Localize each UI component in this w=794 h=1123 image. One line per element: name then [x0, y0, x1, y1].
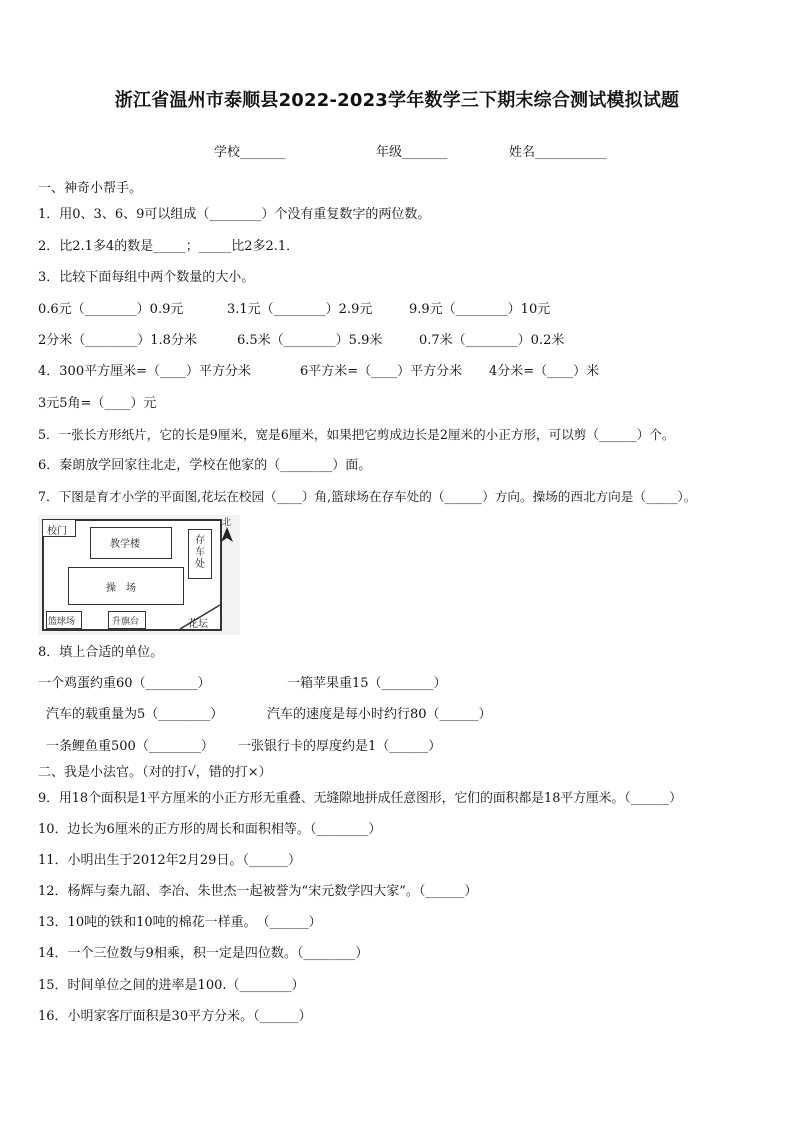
section-1-heading: 一、神奇小帮手。 — [38, 181, 143, 196]
q4-item: 6平方米=（____）平方分米 — [300, 364, 463, 379]
question-5: 5．一张长方形纸片，它的长是9厘米，宽是6厘米，如果把它剪成边长是2厘米的小正方形，可以剪（______）个。 — [38, 427, 675, 442]
garden-label: 花坛 — [188, 619, 208, 630]
question-9: 9．用18个面积是1平方厘米的小正方形无重叠、无缝隙地拼成任意图形，它们的面积都是18平方厘米。（______） — [38, 791, 682, 806]
q3-item: 9.9元（________）10元 — [409, 302, 551, 317]
q3-item: 3.1元（________）2.9元 — [227, 302, 373, 317]
gate-label: 校门 — [47, 526, 67, 537]
question-15: 15．时间单位之间的进率是100.（________） — [38, 978, 305, 993]
page-title: 浙江省温州市泰顺县2022-2023学年数学三下期末综合测试模拟试题 — [114, 90, 680, 111]
question-6: 6．秦朗放学回家往北走，学校在他家的（________）面。 — [38, 458, 372, 473]
question-3: 3．比较下面每组中两个数量的大小。 — [38, 270, 255, 285]
q8-item: 一箱苹果重15（________） — [287, 676, 447, 691]
north-arrow-icon — [220, 526, 234, 544]
section-2-heading: 二、我是小法官。（对的打√，错的打×） — [38, 765, 272, 780]
question-16: 16．小明家客厅面积是30平方分米。（______） — [38, 1009, 312, 1024]
question-14: 14．一个三位数与9相乘，积一定是四位数。（________） — [38, 946, 369, 961]
parking-label: 存车处 — [195, 535, 205, 570]
question-8: 8．填上合适的单位。 — [38, 645, 164, 660]
question-7: 7．下图是育才小学的平面图,花坛在校园（____）角,篮球场在存车处的（______）方向。操场的西北方向是（_____）。 — [38, 489, 697, 504]
grade-field: 年级_______ — [376, 145, 448, 160]
q3-item: 6.5米（________）5.9米 — [237, 333, 383, 348]
question-13: 13．10吨的铁和10吨的棉花一样重。 （______） — [38, 915, 322, 930]
q8-item: 一张银行卡的厚度约是1（______） — [238, 739, 442, 754]
q8-item: 一个鸡蛋约重60（________） — [38, 676, 211, 691]
q4-item: 4分米=（____）米 — [489, 364, 600, 379]
school-field: 学校_______ — [214, 145, 286, 160]
question-10: 10．边长为6厘米的正方形的周长和面积相等。（________） — [38, 822, 382, 837]
q8-item: 汽车的载重量为5（________） — [46, 707, 224, 722]
question-2: 2．比2.1多4的数是_____；_____比2多2.1． — [38, 239, 300, 254]
question-11: 11．小明出生于2012年2月29日。（______） — [38, 853, 301, 868]
q3-item: 0.6元（________）0.9元 — [38, 302, 184, 317]
question-1: 1．用0、3、6、9可以组成（________）个没有重复数字的两位数。 — [38, 207, 431, 222]
field-label: 操 场 — [106, 583, 136, 594]
flag-label: 升旗台 — [112, 617, 140, 627]
name-field: 姓名___________ — [509, 145, 607, 160]
teaching-building-label: 教学楼 — [110, 539, 140, 550]
q4-item: 3元5角=（____）元 — [38, 396, 157, 411]
school-map — [38, 515, 240, 635]
q8-item: 汽车的速度是每小时约行80（______） — [267, 707, 492, 722]
q3-item: 2分米（________）1.8分米 — [38, 333, 197, 348]
q4-item: 4．300平方厘米=（____）平方分米 — [38, 364, 251, 379]
q3-item: 0.7米（________）0.2米 — [419, 333, 565, 348]
basketball-label: 篮球场 — [48, 617, 76, 627]
q8-item: 一条鲤鱼重500（________） — [46, 739, 214, 754]
north-label: 北 — [222, 518, 232, 528]
question-12: 12．杨辉与秦九韶、李冶、朱世杰一起被誉为“宋元数学四大家”。（______） — [38, 884, 478, 899]
